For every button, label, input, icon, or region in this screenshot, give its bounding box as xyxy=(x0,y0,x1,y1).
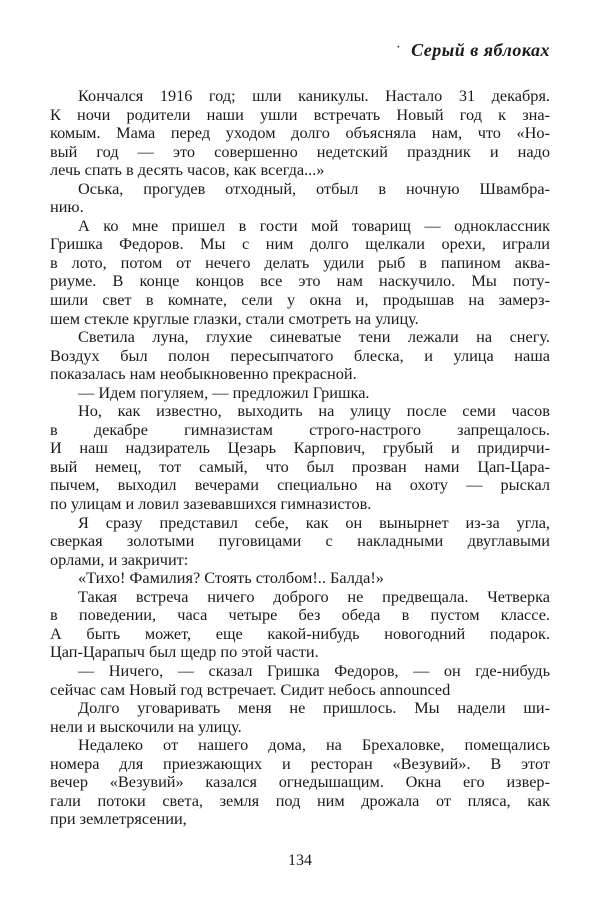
text-line: Цап-Царапыч был щедр по этой части. xyxy=(50,642,319,662)
text-line: Недалеко от нашего дома, на Брехаловке, помещались xyxy=(78,735,550,755)
paragraph xyxy=(50,736,550,829)
text-line: в поведении, часа четыре без обеда в пустом классе. xyxy=(50,605,550,625)
text-line: Оська, прогудев отходный, отбыл в ночную Швамбра- xyxy=(78,178,550,198)
text-line: пычем, выходил вечерами специально на охоту — рыскал xyxy=(50,475,550,495)
page-body xyxy=(50,87,550,829)
text-line: в декабре гимназистам строго-настрого запрещалось. xyxy=(50,419,550,439)
text-line: А быть может, еще какой-нибудь новогодний подарок. xyxy=(50,623,550,643)
text-line: Гришка Федоров. Мы с ним долго щелкали орехи, играли xyxy=(50,234,550,254)
paragraph xyxy=(50,514,550,570)
text-line: сейчас сам Новый год встречает. Сидит небось announced xyxy=(50,679,451,699)
text-line: А ко мне пришел в гости мой товарищ — одноклассник xyxy=(78,215,550,235)
paragraph xyxy=(50,699,550,736)
paragraph xyxy=(50,180,550,217)
text-line: сверкая золотыми пуговицами с накладными двуглавыми xyxy=(50,531,550,551)
text-line: Я сразу представил себе, как он вынырнет из-за угла, xyxy=(78,512,550,532)
text-line: показалась нам необыкновенно прекрасной. xyxy=(50,364,357,384)
text-line: Долго уговаривать меня не пришлось. Мы надели ши- xyxy=(78,698,550,718)
text-line: К ночи родители наши ушли встречать Новый год к зна- xyxy=(50,104,550,124)
text-line: Воздух был полон пересыпчатого блеска, и улица наша xyxy=(50,345,550,365)
running-header: · Серый в яблоках xyxy=(397,40,550,60)
text-line: риуме. В конце концов все это нам наскучило. Мы поту- xyxy=(50,271,550,291)
text-line: Светила луна, глухие синеватые тени лежали на снегу. xyxy=(78,327,550,347)
text-line: номера для приезжающих и ресторан «Везувий». В этот xyxy=(50,753,550,773)
text-line: гали потоки света, земля под ним дрожала от пляса, как xyxy=(50,790,550,810)
paragraph xyxy=(50,328,550,384)
text-line: вечер «Везувий» казался огнедышащим. Окна его извер- xyxy=(50,772,550,792)
text-line: — Идем погуляем, — предложил Гришка. xyxy=(78,382,370,402)
text-line: орлами, и закричит: xyxy=(50,549,189,569)
text-line: И наш надзиратель Цезарь Карпович, грубый и придирчи- xyxy=(50,438,550,458)
paragraph xyxy=(50,384,550,403)
text-line: нию. xyxy=(50,197,84,217)
paragraph xyxy=(50,588,550,662)
text-line: вый немец, тот самый, что был прозван нами Цап-Цара- xyxy=(50,456,550,476)
text-line: по улицам и ловил зазевавшихся гимназистов. xyxy=(50,494,372,514)
paragraph xyxy=(50,662,550,699)
text-line: в лото, потом от нечего делать удили рыб в папином аква- xyxy=(50,252,550,272)
text-line: нели и выскочили на улицу. xyxy=(50,716,242,736)
running-title: Серый в яблоках xyxy=(411,40,550,60)
text-line: при землетрясении, xyxy=(50,809,187,829)
text-line: комым. Мама перед уходом долго объясняла нам, что «Но- xyxy=(50,123,550,143)
paragraph xyxy=(50,569,550,588)
text-line: Но, как известно, выходить на улицу после семи часов xyxy=(78,401,550,421)
text-line: Кончался 1916 год; шли каникулы. Настало 31 декабря. xyxy=(78,86,550,105)
text-line: — Ничего, — сказал Гришка Федоров, — он где-нибудь xyxy=(78,660,550,680)
text-line: лечь спать в десять часов, как всегда...» xyxy=(50,160,325,180)
text-line: шем стекле круглые глазки, стали смотреть на улицу. xyxy=(50,308,419,328)
text-line: «Тихо! Фамилия? Стоять столбом!.. Балда!» xyxy=(78,568,384,588)
text-line: вый год — это совершенно недетский праздник и надо xyxy=(50,141,550,161)
text-line: Такая встреча ничего доброго не предвещала. Четверка xyxy=(78,586,550,606)
paragraph xyxy=(50,217,550,328)
paragraph xyxy=(50,87,550,180)
paragraph xyxy=(50,402,550,513)
page-number: 134 xyxy=(288,852,312,869)
text-line: шили свет в комнате, сели у окна и, продышав на замерз- xyxy=(50,290,550,310)
